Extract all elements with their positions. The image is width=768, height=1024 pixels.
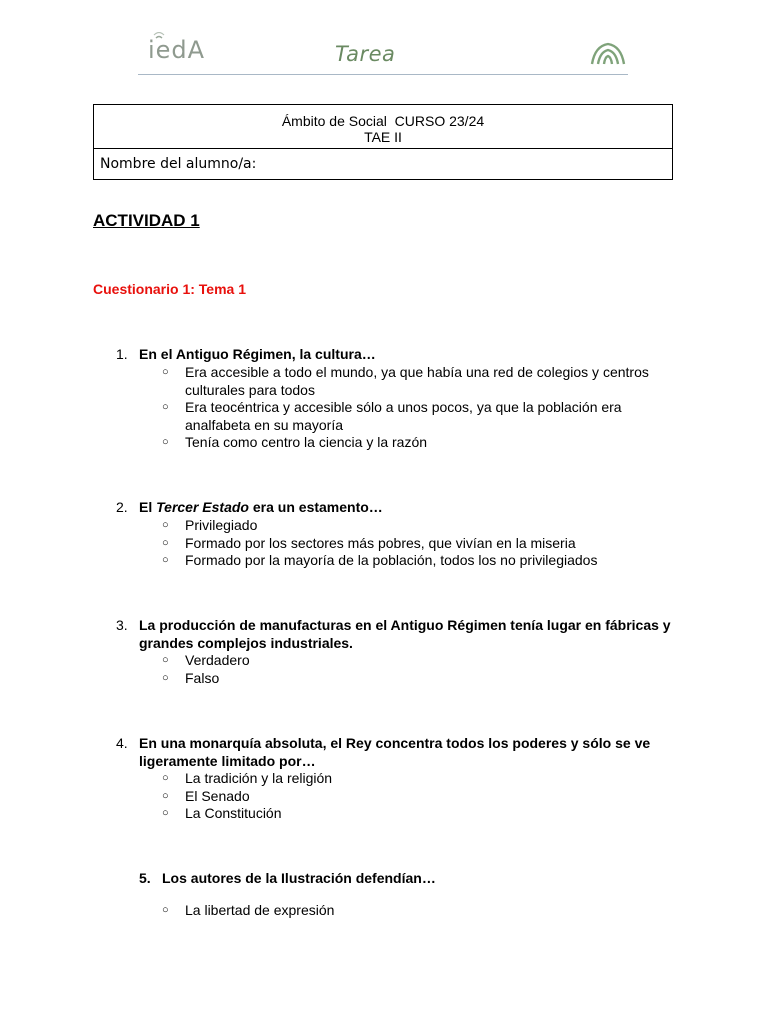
radio-circle-icon: ○ xyxy=(162,772,169,784)
stem-italic: Tercer Estado xyxy=(156,499,249,515)
option-text: Falso xyxy=(185,669,220,686)
course-line-2: TAE II xyxy=(364,129,402,145)
question-1-options xyxy=(0,364,768,452)
option-text: Era accesible a todo el mundo, ya que había una red de colegios y centros culturales para todos xyxy=(185,364,649,398)
stem-suffix: era un estamento… xyxy=(248,499,383,515)
student-name-cell[interactable] xyxy=(94,149,673,180)
student-name-label: Nombre del alumno/a: xyxy=(100,156,257,172)
option-text: Privilegiado xyxy=(185,517,258,533)
radio-circle-icon: ○ xyxy=(162,654,169,666)
option-item[interactable] xyxy=(0,670,768,688)
activity-title: ACTIVIDAD 1 xyxy=(93,211,200,230)
question-4-options xyxy=(0,770,768,823)
option-item[interactable] xyxy=(0,770,768,788)
radio-circle-icon: ○ xyxy=(162,807,169,819)
option-item[interactable] xyxy=(0,434,768,452)
option-item[interactable] xyxy=(0,902,768,920)
question-stem: En una monarquía absoluta, el Rey concentra todos los poderes y sólo se ve ligeramente limitado por… xyxy=(139,735,651,769)
course-line-1: Ámbito de Social CURSO 23/24 xyxy=(281,113,485,129)
option-text: Formado por los sectores más pobres, que vivían en la miseria xyxy=(185,534,576,551)
radio-circle-icon: ○ xyxy=(162,554,169,566)
option-item[interactable] xyxy=(0,399,768,434)
radio-circle-icon: ○ xyxy=(162,904,169,916)
question-2-options xyxy=(0,517,768,570)
option-item[interactable] xyxy=(0,364,768,399)
option-text: La libertad de expresión xyxy=(185,902,335,918)
option-text: Verdadero xyxy=(185,652,250,668)
question-5-options xyxy=(0,902,768,920)
question-number: 4. xyxy=(116,735,128,751)
radio-circle-icon: ○ xyxy=(162,401,169,413)
option-text: La Constitución xyxy=(185,805,282,821)
radio-circle-icon: ○ xyxy=(162,671,169,684)
radio-circle-icon: ○ xyxy=(162,519,169,531)
page-header xyxy=(138,28,628,78)
radio-circle-icon: ○ xyxy=(162,789,169,802)
option-text: El Senado xyxy=(185,787,250,804)
question-stem xyxy=(139,499,679,517)
question-stem: La producción de manufacturas en el Antiguo Régimen tenía lugar en fábricas y grandes complejos industriales. xyxy=(139,617,671,651)
question-number: 3. xyxy=(116,617,128,633)
option-text: Tenía como centro la ciencia y la razón xyxy=(185,434,428,450)
option-text: Formado por la mayoría de la población, todos los no privilegiados xyxy=(185,552,598,568)
header-divider xyxy=(138,74,628,75)
option-item[interactable] xyxy=(0,517,768,535)
question-stem: Los autores de la Ilustración defendían… xyxy=(162,870,436,886)
junta-andalucia-logo xyxy=(589,40,627,66)
option-item[interactable] xyxy=(0,788,768,806)
question-3-options xyxy=(0,652,768,687)
radio-circle-icon: ○ xyxy=(162,366,169,378)
question-stem: En el Antiguo Régimen, la cultura… xyxy=(139,346,376,362)
question-number: 2. xyxy=(116,499,128,515)
quiz-title: Cuestionario 1: Tema 1 xyxy=(93,281,247,297)
radio-circle-icon: ○ xyxy=(162,436,169,448)
question-number: 5. xyxy=(139,870,151,886)
option-item[interactable] xyxy=(0,805,768,823)
question-number: 1. xyxy=(116,346,128,362)
stem-prefix: El xyxy=(139,499,157,515)
option-text: La tradición y la religión xyxy=(185,770,333,786)
radio-circle-icon: ○ xyxy=(162,536,169,549)
tarea-logo: Tarea xyxy=(335,42,396,66)
option-item[interactable] xyxy=(0,652,768,670)
option-item[interactable] xyxy=(0,552,768,570)
ieda-logo-text: iedA xyxy=(148,36,206,64)
option-item[interactable] xyxy=(0,535,768,553)
course-info-table xyxy=(93,104,673,180)
option-text: Era teocéntrica y accesible sólo a unos pocos, ya que la población era analfabeta en su mayoría xyxy=(185,399,622,433)
course-cell xyxy=(94,105,673,149)
